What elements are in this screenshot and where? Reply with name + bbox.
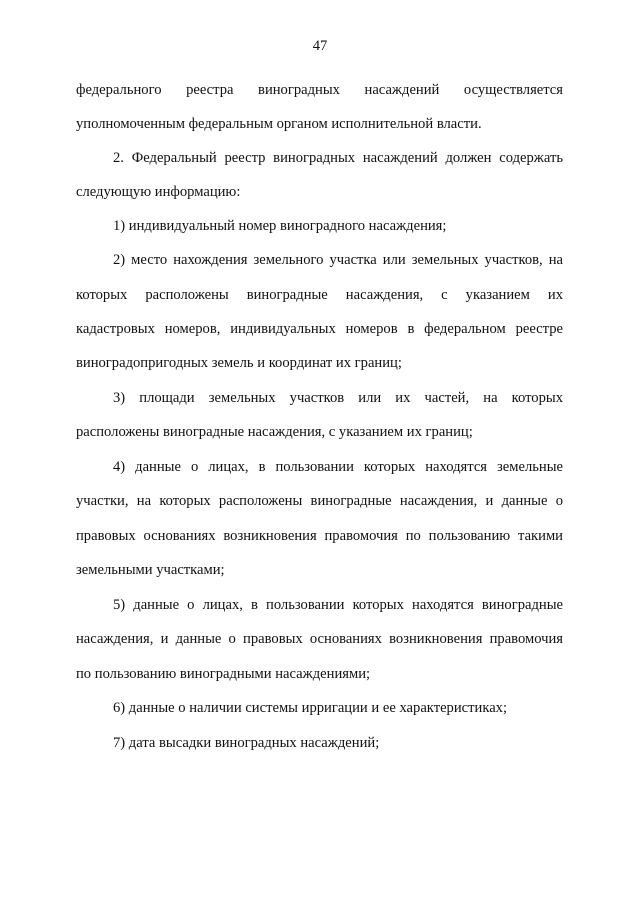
text-line: следующую информацию: bbox=[76, 184, 241, 200]
text-line: 3) площади земельных участков или их частей, на которых bbox=[113, 390, 563, 406]
text-line: 7) дата высадки виноградных насаждений; bbox=[113, 735, 380, 751]
text-line: расположены виноградные насаждения, с указанием их границ; bbox=[76, 424, 473, 440]
text-line: насаждения, и данные о правовых основаниях возникновения правомочия bbox=[76, 631, 563, 647]
text-line: 5) данные о лицах, в пользовании которых находятся виноградные bbox=[113, 597, 563, 613]
text-line: земельными участками; bbox=[76, 562, 225, 578]
text-line: которых расположены виноградные насаждения, с указанием их bbox=[76, 287, 563, 303]
text-line: уполномоченным федеральным органом исполнительной власти. bbox=[76, 116, 482, 132]
text-line: 2) место нахождения земельного участка или земельных участков, на bbox=[113, 252, 563, 268]
text-line: 1) индивидуальный номер виноградного насаждения; bbox=[113, 218, 447, 234]
text-line: федерального реестра виноградных насаждений осуществляется bbox=[76, 82, 563, 98]
page-number: 47 bbox=[312, 38, 328, 54]
text-line: по пользованию виноградными насаждениями; bbox=[76, 666, 371, 682]
text-line: участки, на которых расположены виноградные насаждения, и данные о bbox=[76, 493, 563, 509]
text-line: кадастровых номеров, индивидуальных номеров в федеральном реестре bbox=[76, 321, 563, 337]
text-line: 2. Федеральный реестр виноградных насаждений должен содержать bbox=[113, 150, 563, 166]
text-line: виноградопригодных земель и координат их границ; bbox=[76, 355, 402, 371]
text-line: 4) данные о лицах, в пользовании которых находятся земельные bbox=[113, 459, 563, 475]
text-line: правовых основаниях возникновения правомочия по пользованию такими bbox=[76, 528, 563, 544]
text-line: 6) данные о наличии системы ирригации и ее характеристиках; bbox=[113, 700, 508, 716]
